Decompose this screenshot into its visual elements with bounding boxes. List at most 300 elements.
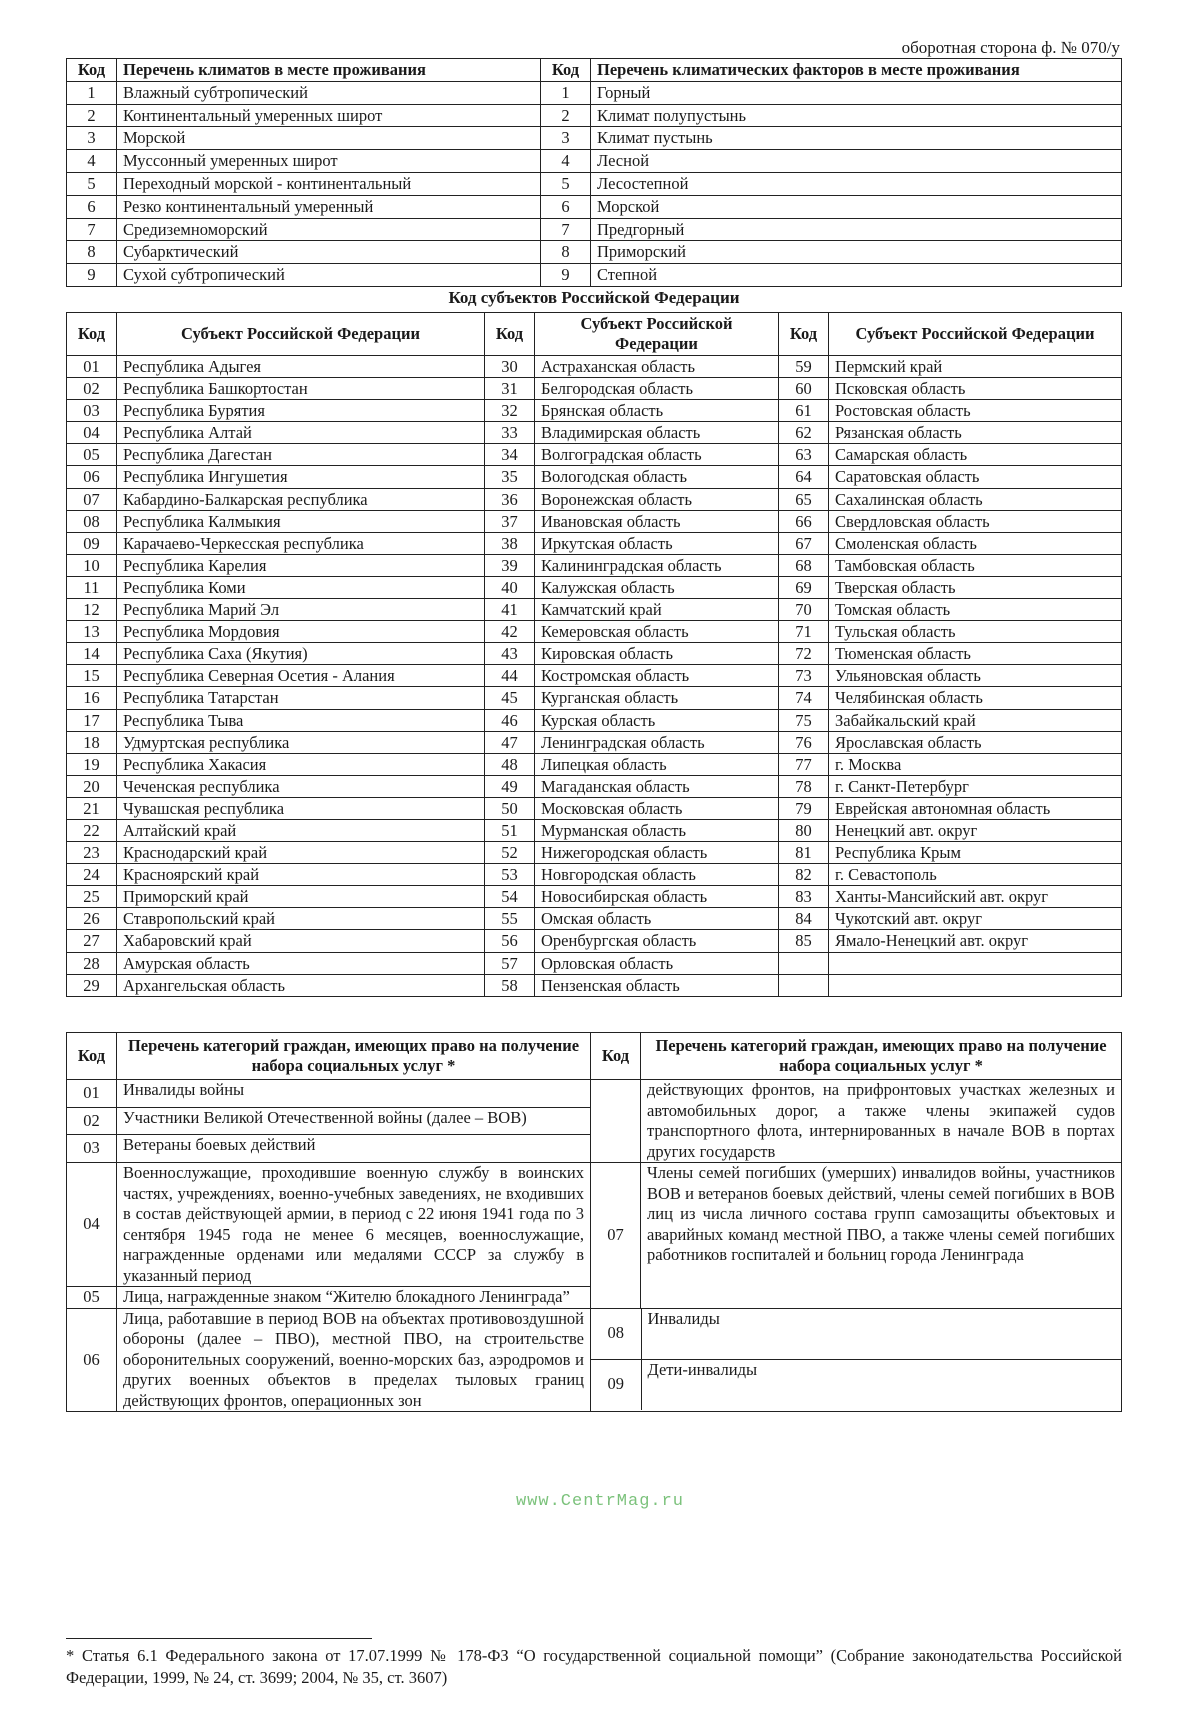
column-header: Субъект Российской Федерации: [117, 313, 485, 356]
region-code: 06: [67, 466, 117, 488]
region-code: 17: [67, 709, 117, 731]
region-code: 84: [779, 908, 829, 930]
region-row: [67, 599, 1122, 621]
region-name: Ставропольский край: [117, 908, 485, 930]
region-name: Мурманская область: [535, 819, 779, 841]
watermark: www.CentrMag.ru: [515, 1492, 685, 1511]
region-code: 41: [485, 599, 535, 621]
region-name: Республика Башкортостан: [117, 378, 485, 400]
region-name: Новгородская область: [535, 864, 779, 886]
climate-name: Морской: [117, 127, 541, 150]
region-name: Республика Ингушетия: [117, 466, 485, 488]
column-header: Код: [67, 1033, 117, 1080]
region-code: 38: [485, 532, 535, 554]
region-name: Республика Бурятия: [117, 400, 485, 422]
region-name: Республика Тыва: [117, 709, 485, 731]
region-code: 35: [485, 466, 535, 488]
climate-row: [67, 104, 1122, 127]
region-name: Ульяновская область: [829, 665, 1122, 687]
region-code: 24: [67, 864, 117, 886]
region-code: 08: [67, 510, 117, 532]
region-code: 56: [485, 930, 535, 952]
climate-code: 1: [67, 81, 117, 104]
category-code: 09: [591, 1359, 641, 1410]
region-row: [67, 422, 1122, 444]
region-name: Псковская область: [829, 378, 1122, 400]
region-code: 81: [779, 842, 829, 864]
climate-factor-name: Приморский: [591, 241, 1122, 264]
region-code: 64: [779, 466, 829, 488]
climate-factor-code: 5: [541, 172, 591, 195]
region-code: 15: [67, 665, 117, 687]
region-name: Самарская область: [829, 444, 1122, 466]
region-code: 70: [779, 599, 829, 621]
region-name: Республика Татарстан: [117, 687, 485, 709]
region-name: Брянская область: [535, 400, 779, 422]
region-code: 71: [779, 621, 829, 643]
region-code: 55: [485, 908, 535, 930]
region-code: 23: [67, 842, 117, 864]
region-name: г. Москва: [829, 753, 1122, 775]
region-row: [67, 621, 1122, 643]
region-code: 29: [67, 974, 117, 996]
region-row: [67, 775, 1122, 797]
region-name: Новосибирская область: [535, 886, 779, 908]
region-name: Республика Адыгея: [117, 356, 485, 378]
region-name: Курская область: [535, 709, 779, 731]
region-code: 34: [485, 444, 535, 466]
region-name: Томская область: [829, 599, 1122, 621]
column-header: Код: [591, 1033, 641, 1080]
region-code: 02: [67, 378, 117, 400]
footnote-divider: [66, 1638, 372, 1639]
region-name: Республика Северная Осетия - Алания: [117, 665, 485, 687]
region-code: 14: [67, 643, 117, 665]
column-header: Код: [67, 313, 117, 356]
region-name: Республика Калмыкия: [117, 510, 485, 532]
column-header: Перечень категорий граждан, имеющих право на получение набора социальных услуг *: [117, 1033, 591, 1080]
region-row: [67, 576, 1122, 598]
region-name: Пермский край: [829, 356, 1122, 378]
region-code: 78: [779, 775, 829, 797]
region-name: Ненецкий авт. округ: [829, 819, 1122, 841]
region-name: Карачаево-Черкесская республика: [117, 532, 485, 554]
category-cell-group: [591, 1308, 1122, 1412]
category-code: 07: [591, 1163, 641, 1309]
region-code: 63: [779, 444, 829, 466]
region-code: 50: [485, 797, 535, 819]
footnote: * Статья 6.1 Федерального закона от 17.07.1999 № 178-ФЗ “О государственной социальной помощи” (Собрание законодательства Российской Федерации, 1999, № 24, ст. 3699; 2004, № 35, ст. 3607): [66, 1646, 1122, 1687]
category-code: 02: [67, 1107, 117, 1135]
region-row: [67, 864, 1122, 886]
region-code: 59: [779, 356, 829, 378]
region-name: Республика Алтай: [117, 422, 485, 444]
region-code: 20: [67, 775, 117, 797]
region-name: Тюменская область: [829, 643, 1122, 665]
region-name: Тверская область: [829, 576, 1122, 598]
climate-row: [67, 264, 1122, 287]
climate-name: Резко континентальный умеренный: [117, 195, 541, 218]
region-name: г. Севастополь: [829, 864, 1122, 886]
category-code: 04: [67, 1163, 117, 1287]
region-code: 80: [779, 819, 829, 841]
region-row: [67, 687, 1122, 709]
category-text: Ветераны боевых действий: [117, 1135, 591, 1163]
region-code: 82: [779, 864, 829, 886]
region-row: [67, 665, 1122, 687]
region-code: 75: [779, 709, 829, 731]
column-header: Субъект Российской Федерации: [829, 313, 1122, 356]
region-name: Воронежская область: [535, 488, 779, 510]
category-row: [67, 1163, 1122, 1287]
region-name: Архангельская область: [117, 974, 485, 996]
region-name: Кировская область: [535, 643, 779, 665]
region-name: Краснодарский край: [117, 842, 485, 864]
region-code: 13: [67, 621, 117, 643]
region-code: 07: [67, 488, 117, 510]
climate-factor-name: Предгорный: [591, 218, 1122, 241]
region-code: 73: [779, 665, 829, 687]
category-text: Члены семей погибших (умерших) инвалидов войны, участников ВОВ и ветеранов боевых действий, члены семей погибших в ВОВ лиц из числа личного состава групп самозащиты объектовых и аварийных команд местной ПВО, а также члены семей погибших работников госпиталей и больниц города Ленинграда: [641, 1163, 1122, 1309]
region-code: 76: [779, 731, 829, 753]
region-code: 44: [485, 665, 535, 687]
region-row: [67, 400, 1122, 422]
region-code: 37: [485, 510, 535, 532]
climate-factor-code: 8: [541, 241, 591, 264]
climate-row: [67, 172, 1122, 195]
region-code: 85: [779, 930, 829, 952]
region-name: Кабардино-Балкарская республика: [117, 488, 485, 510]
region-code: 05: [67, 444, 117, 466]
climate-row: [67, 195, 1122, 218]
region-name: Республика Хакасия: [117, 753, 485, 775]
region-code: [779, 952, 829, 974]
region-name: Липецкая область: [535, 753, 779, 775]
region-name: Алтайский край: [117, 819, 485, 841]
region-name: Красноярский край: [117, 864, 485, 886]
region-name: Курганская область: [535, 687, 779, 709]
region-code: 48: [485, 753, 535, 775]
region-code: 79: [779, 797, 829, 819]
region-code: 58: [485, 974, 535, 996]
climate-factor-name: Климат пустынь: [591, 127, 1122, 150]
region-name: Хабаровский край: [117, 930, 485, 952]
region-name: Кемеровская область: [535, 621, 779, 643]
region-code: 32: [485, 400, 535, 422]
region-row: [67, 886, 1122, 908]
region-code: 18: [67, 731, 117, 753]
region-name: Чувашская республика: [117, 797, 485, 819]
climate-factor-code: 2: [541, 104, 591, 127]
categories-table: [66, 1032, 1122, 1412]
climate-factor-code: 3: [541, 127, 591, 150]
region-name: Нижегородская область: [535, 842, 779, 864]
category-code: 06: [67, 1308, 117, 1412]
category-text: Участники Великой Отечественной войны (далее – ВОВ): [117, 1107, 591, 1135]
region-code: [779, 974, 829, 996]
region-row: [67, 974, 1122, 996]
region-row: [67, 643, 1122, 665]
region-code: 04: [67, 422, 117, 444]
region-name: Московская область: [535, 797, 779, 819]
category-code: 01: [67, 1080, 117, 1108]
climate-row: [67, 127, 1122, 150]
region-code: 22: [67, 819, 117, 841]
region-code: 67: [779, 532, 829, 554]
climate-code: 3: [67, 127, 117, 150]
region-code: 11: [67, 576, 117, 598]
regions-table-header: [67, 313, 1122, 356]
region-name: Еврейская автономная область: [829, 797, 1122, 819]
column-header: Код: [779, 313, 829, 356]
region-code: 74: [779, 687, 829, 709]
region-name: Свердловская область: [829, 510, 1122, 532]
region-row: [67, 753, 1122, 775]
region-row: [67, 930, 1122, 952]
climate-name: Переходный морской - континентальный: [117, 172, 541, 195]
region-name: Республика Дагестан: [117, 444, 485, 466]
category-row: [591, 1309, 1121, 1360]
region-code: 28: [67, 952, 117, 974]
region-name: Ивановская область: [535, 510, 779, 532]
region-code: 69: [779, 576, 829, 598]
region-row: [67, 488, 1122, 510]
climate-row: [67, 81, 1122, 104]
category-continuation-text: действующих фронтов, на прифронтовых участках железных и автомобильных дорог, а также члены экипажей судов транспортного флота, интернированных в начале ВОВ в портах других государств: [641, 1080, 1122, 1163]
region-code: 52: [485, 842, 535, 864]
region-code: 54: [485, 886, 535, 908]
region-code: 40: [485, 576, 535, 598]
region-code: 12: [67, 599, 117, 621]
region-name: Ханты-Мансийский авт. округ: [829, 886, 1122, 908]
climate-factor-code: 7: [541, 218, 591, 241]
region-name: Волгоградская область: [535, 444, 779, 466]
region-name: Республика Коми: [117, 576, 485, 598]
region-name: Приморский край: [117, 886, 485, 908]
region-name: Иркутская область: [535, 532, 779, 554]
climate-code: 7: [67, 218, 117, 241]
region-name: Республика Марий Эл: [117, 599, 485, 621]
region-row: [67, 378, 1122, 400]
region-name: Омская область: [535, 908, 779, 930]
region-name: Ростовская область: [829, 400, 1122, 422]
climate-factor-name: Лесостепной: [591, 172, 1122, 195]
climate-name: Влажный субтропический: [117, 81, 541, 104]
climate-table: [66, 58, 1122, 287]
region-code: 47: [485, 731, 535, 753]
climate-row: [67, 218, 1122, 241]
region-code: 27: [67, 930, 117, 952]
regions-table: [66, 312, 1122, 997]
region-name: Астраханская область: [535, 356, 779, 378]
region-name: г. Санкт-Петербург: [829, 775, 1122, 797]
region-code: 39: [485, 554, 535, 576]
climate-code: 4: [67, 150, 117, 173]
climate-code: 6: [67, 195, 117, 218]
region-code: 43: [485, 643, 535, 665]
region-name: Сахалинская область: [829, 488, 1122, 510]
region-row: [67, 532, 1122, 554]
region-name: [829, 974, 1122, 996]
region-name: Удмуртская республика: [117, 731, 485, 753]
region-code: 16: [67, 687, 117, 709]
region-name: Республика Карелия: [117, 554, 485, 576]
climate-factor-name: Лесной: [591, 150, 1122, 173]
region-name: Амурская область: [117, 952, 485, 974]
category-text: Лица, работавшие в период ВОВ на объектах противовоздушной обороны (далее – ПВО), местной ПВО, на строительстве оборонительных сооружений, военно-морских баз, аэродромов и других военных объектов в пределах тыловых границ действующих фронтов, операционных зон: [117, 1308, 591, 1412]
region-name: Забайкальский край: [829, 709, 1122, 731]
climate-name: Континентальный умеренных широт: [117, 104, 541, 127]
column-header: Код: [541, 59, 591, 82]
category-code-empty: [591, 1080, 641, 1163]
region-code: 01: [67, 356, 117, 378]
region-row: [67, 908, 1122, 930]
regions-section-title: Код субъектов Российской Федерации: [448, 288, 740, 307]
region-code: 21: [67, 797, 117, 819]
region-name: Чукотский авт. округ: [829, 908, 1122, 930]
category-text: Инвалиды войны: [117, 1080, 591, 1108]
category-text: Инвалиды: [641, 1309, 1121, 1360]
region-name: Оренбургская область: [535, 930, 779, 952]
region-code: 31: [485, 378, 535, 400]
region-name: Смоленская область: [829, 532, 1122, 554]
category-row: [591, 1359, 1121, 1410]
climate-name: Субарктический: [117, 241, 541, 264]
region-code: 66: [779, 510, 829, 532]
region-code: 62: [779, 422, 829, 444]
region-code: 19: [67, 753, 117, 775]
region-code: 60: [779, 378, 829, 400]
region-name: Калининградская область: [535, 554, 779, 576]
category-code: 05: [67, 1287, 117, 1309]
category-code: 08: [591, 1309, 641, 1360]
column-header: Перечень климатических факторов в месте проживания: [591, 59, 1122, 82]
region-name: Калужская область: [535, 576, 779, 598]
column-header: Код: [485, 313, 535, 356]
region-name: Тульская область: [829, 621, 1122, 643]
region-row: [67, 444, 1122, 466]
region-code: 46: [485, 709, 535, 731]
region-code: 72: [779, 643, 829, 665]
category-subtable: [591, 1309, 1121, 1410]
region-code: 49: [485, 775, 535, 797]
climate-code: 2: [67, 104, 117, 127]
region-row: [67, 554, 1122, 576]
region-code: 26: [67, 908, 117, 930]
region-name: Ярославская область: [829, 731, 1122, 753]
column-header: Перечень климатов в месте проживания: [117, 59, 541, 82]
category-text: Военнослужащие, проходившие военную службу в воинских частях, учреждениях, военно-учебных заведениях, не входивших в состав действующей армии, в период с 22 июня 1941 года по 3 сентября 1945 года не менее 6 месяцев, военнослужащие, награжденные орденами или медалями СССР за службу в указанный период: [117, 1163, 591, 1287]
region-name: [829, 952, 1122, 974]
region-code: 53: [485, 864, 535, 886]
region-code: 45: [485, 687, 535, 709]
region-row: [67, 731, 1122, 753]
region-row: [67, 466, 1122, 488]
region-name: Чеченская республика: [117, 775, 485, 797]
region-row: [67, 797, 1122, 819]
region-code: 09: [67, 532, 117, 554]
region-row: [67, 510, 1122, 532]
region-name: Орловская область: [535, 952, 779, 974]
region-code: 36: [485, 488, 535, 510]
region-name: Республика Крым: [829, 842, 1122, 864]
region-code: 03: [67, 400, 117, 422]
region-name: Вологодская область: [535, 466, 779, 488]
category-text: Лица, награжденные знаком “Жителю блокадного Ленинграда”: [117, 1287, 591, 1309]
region-row: [67, 709, 1122, 731]
region-code: 57: [485, 952, 535, 974]
climate-code: 8: [67, 241, 117, 264]
region-code: 30: [485, 356, 535, 378]
region-name: Республика Саха (Якутия): [117, 643, 485, 665]
climate-row: [67, 241, 1122, 264]
categories-table-header: [67, 1033, 1122, 1080]
climate-name: Муссонный умеренных широт: [117, 150, 541, 173]
region-name: Республика Мордовия: [117, 621, 485, 643]
region-code: 68: [779, 554, 829, 576]
climate-table-header: [67, 59, 1122, 82]
column-header: Код: [67, 59, 117, 82]
region-row: [67, 819, 1122, 841]
climate-code: 5: [67, 172, 117, 195]
column-header: Субъект Российской Федерации: [535, 313, 779, 356]
climate-code: 9: [67, 264, 117, 287]
climate-name: Сухой субтропический: [117, 264, 541, 287]
climate-factor-code: 1: [541, 81, 591, 104]
form-reference: оборотная сторона ф. № 070/у: [901, 38, 1120, 57]
climate-factor-name: Морской: [591, 195, 1122, 218]
region-code: 51: [485, 819, 535, 841]
region-row: [67, 952, 1122, 974]
category-code: 03: [67, 1135, 117, 1163]
category-row: [67, 1080, 1122, 1108]
region-name: Магаданская область: [535, 775, 779, 797]
region-name: Тамбовская область: [829, 554, 1122, 576]
column-header: Перечень категорий граждан, имеющих право на получение набора социальных услуг *: [641, 1033, 1122, 1080]
region-name: Пензенская область: [535, 974, 779, 996]
climate-factor-code: 9: [541, 264, 591, 287]
region-code: 10: [67, 554, 117, 576]
category-text: Дети-инвалиды: [641, 1359, 1121, 1410]
region-name: Ямало-Ненецкий авт. округ: [829, 930, 1122, 952]
region-code: 25: [67, 886, 117, 908]
climate-factor-name: Степной: [591, 264, 1122, 287]
region-code: 83: [779, 886, 829, 908]
region-row: [67, 356, 1122, 378]
category-row: [67, 1308, 1122, 1412]
region-name: Владимирская область: [535, 422, 779, 444]
region-name: Челябинская область: [829, 687, 1122, 709]
region-name: Саратовская область: [829, 466, 1122, 488]
climate-factor-code: 4: [541, 150, 591, 173]
region-code: 33: [485, 422, 535, 444]
climate-name: Средиземноморский: [117, 218, 541, 241]
climate-factor-name: Горный: [591, 81, 1122, 104]
climate-factor-code: 6: [541, 195, 591, 218]
region-name: Камчатский край: [535, 599, 779, 621]
climate-factor-name: Климат полупустынь: [591, 104, 1122, 127]
region-code: 65: [779, 488, 829, 510]
region-name: Белгородская область: [535, 378, 779, 400]
region-name: Ленинградская область: [535, 731, 779, 753]
region-code: 77: [779, 753, 829, 775]
region-code: 61: [779, 400, 829, 422]
climate-row: [67, 150, 1122, 173]
region-code: 42: [485, 621, 535, 643]
region-row: [67, 842, 1122, 864]
region-name: Рязанская область: [829, 422, 1122, 444]
region-name: Костромская область: [535, 665, 779, 687]
